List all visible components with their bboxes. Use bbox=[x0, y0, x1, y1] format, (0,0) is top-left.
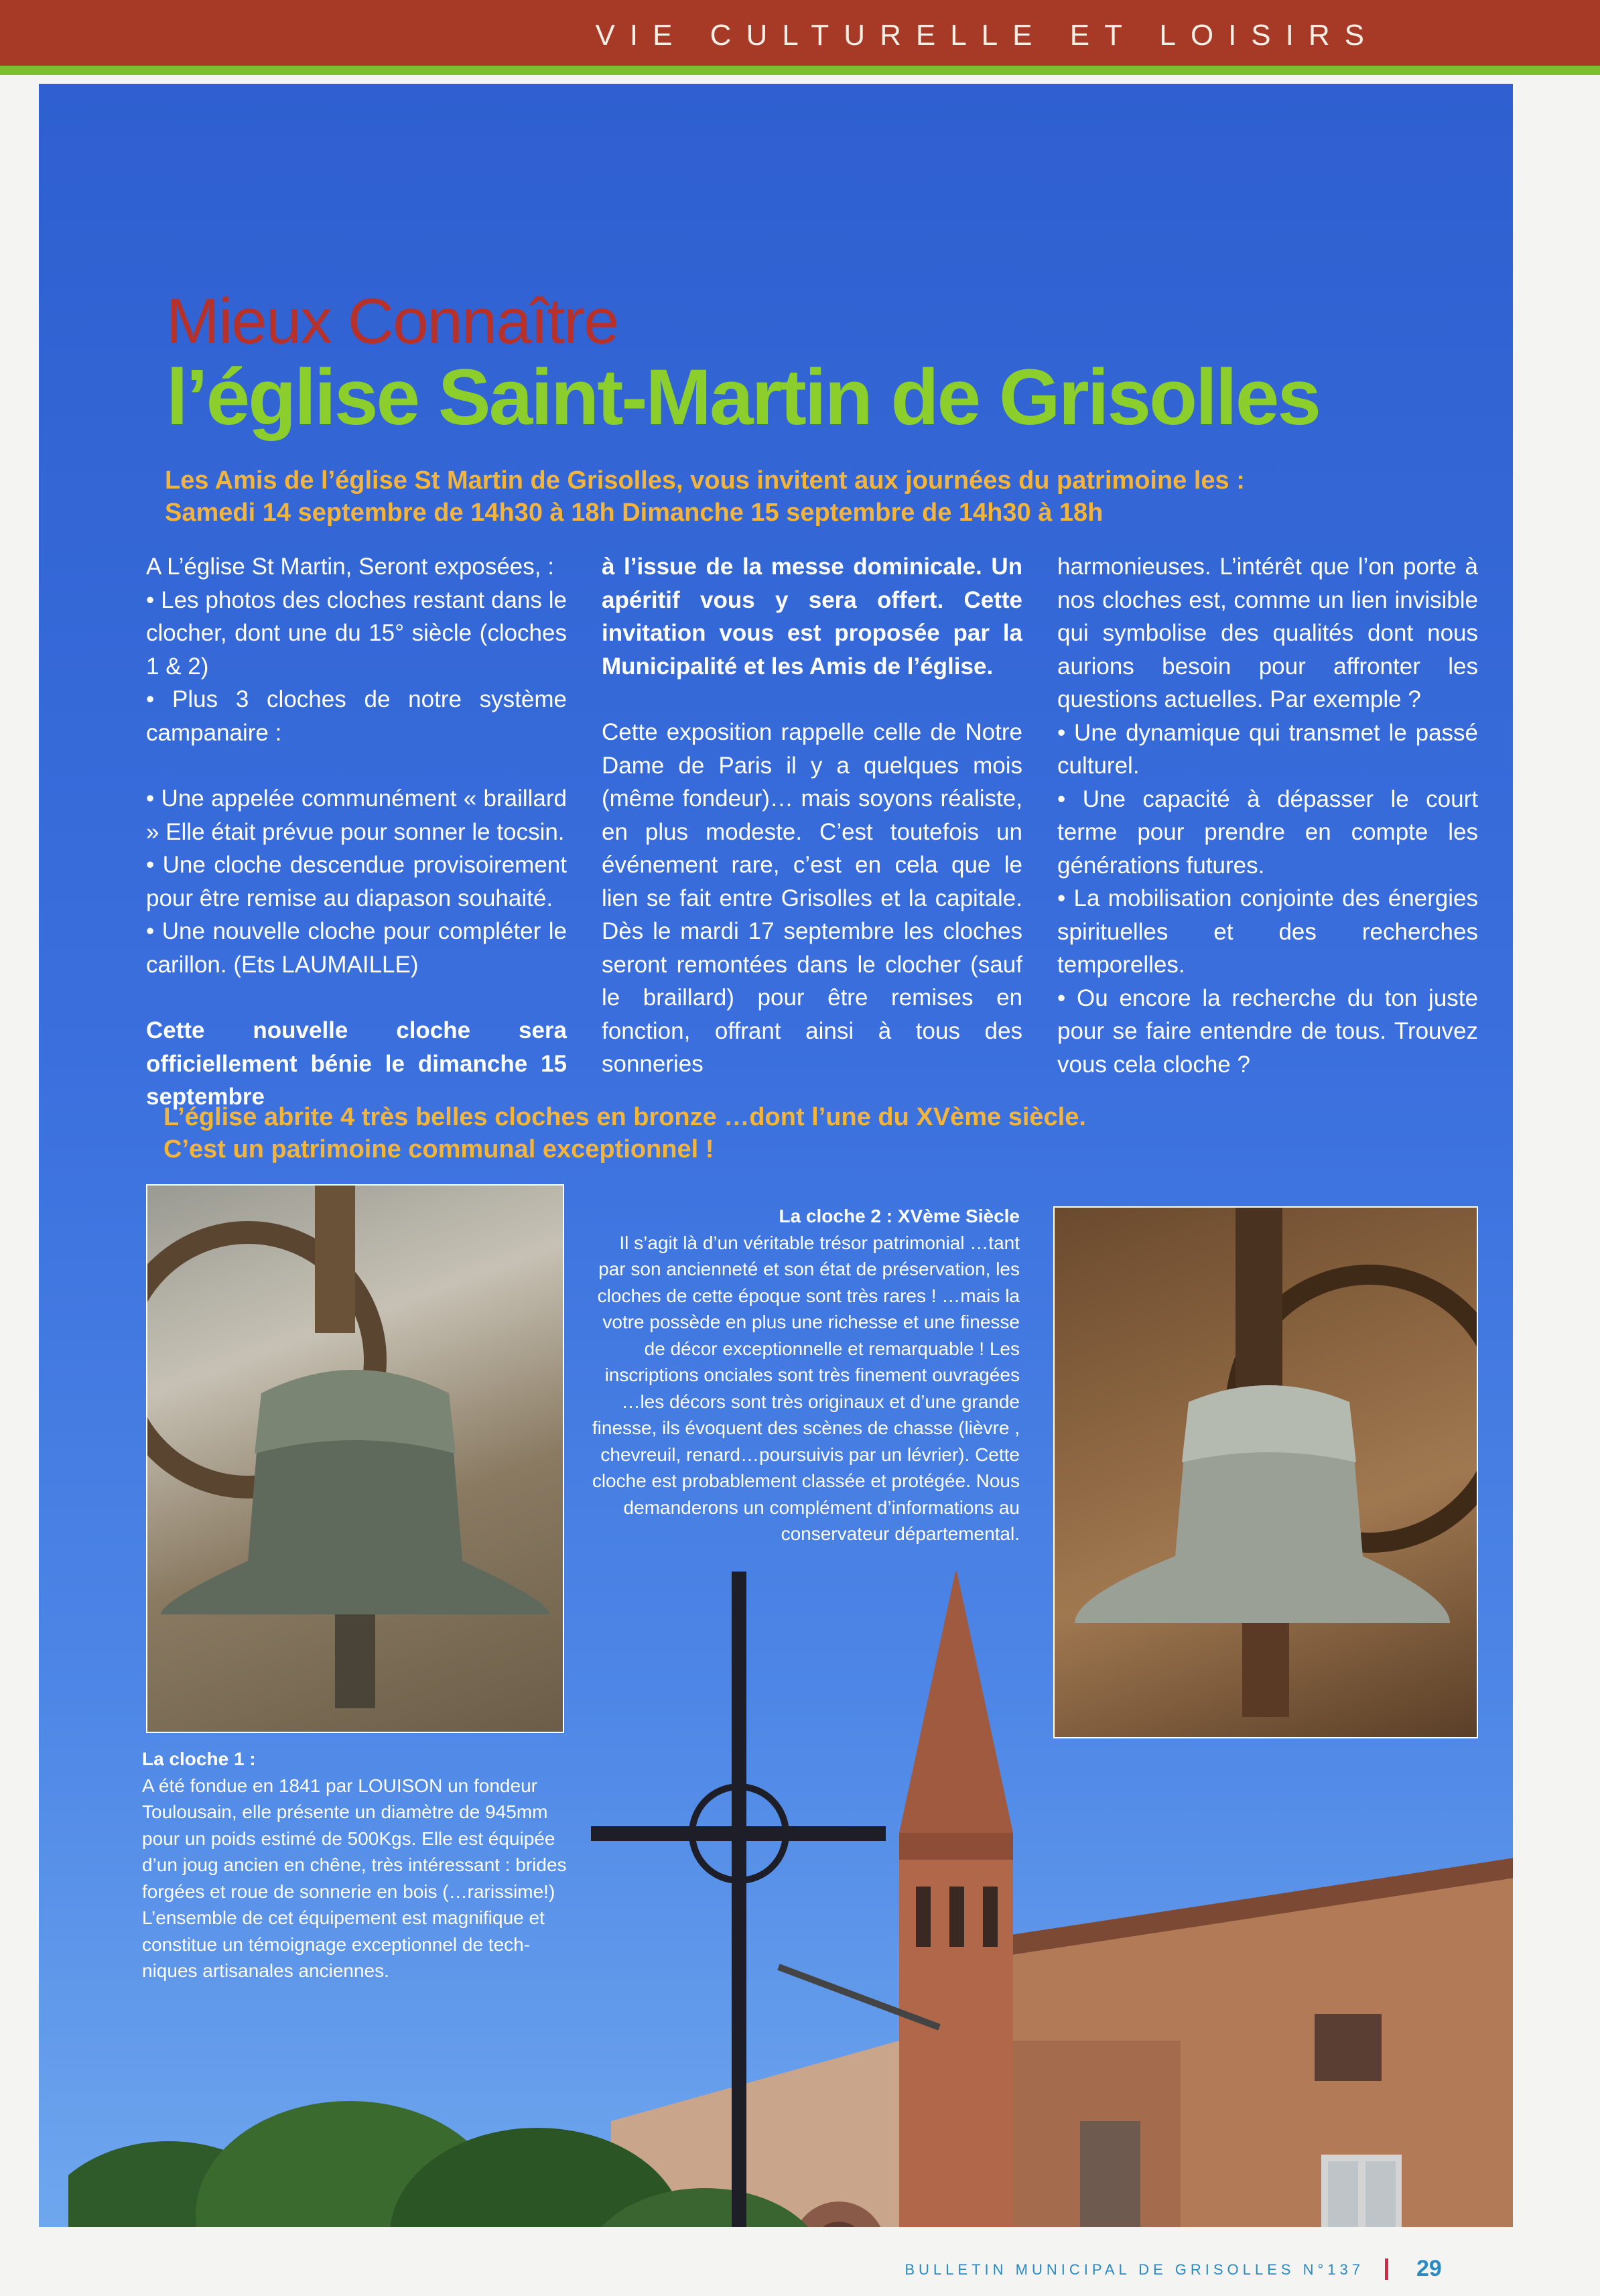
paragraph: Cette exposition rappelle celle de Notre Dame de Paris il y a quelques mois (même fondeur)… mais soyons réaliste, en plus modeste. C’est toutefois un événement rare, c’est en cela que le lien se fait entre Grisolles et la capitale. Dès le mardi 17 septembre les cloches seront remontées dans le clocher (sauf le braillard) pour être remises en fonction, offrant ainsi à tous des sonneries bbox=[602, 719, 1022, 1077]
paragraph: • Une cloche descendue provisoirement pour être remise au diapason souhaité. bbox=[146, 852, 567, 911]
publication-name: BULLETIN MUNICIPAL DE GRISOLLES N°137 bbox=[905, 2261, 1364, 2278]
caption-line: conservateur départemental. bbox=[781, 1523, 1020, 1544]
paragraph: harmonieuses. L’intérêt que l’on porte à nos cloches est, comme un lien invisible qui symbolise des qualités dont nous aurions besoin pour affronter les questions actuelles. Par exemple ? bbox=[1057, 554, 1478, 712]
paragraph: • Une dynamique qui transmet le passé culturel. bbox=[1057, 719, 1478, 779]
paragraph: • Ou encore la recherche du ton juste pour se faire entendre de tous. Trouvez vous cela cloche ? bbox=[1057, 984, 1478, 1078]
footer-separator bbox=[1385, 2258, 1388, 2280]
article-title: l’église Saint-Martin de Grisolles bbox=[166, 353, 1319, 442]
paragraph: • Une capacité à dépasser le court terme pour prendre en compte les générations futures. bbox=[1057, 785, 1478, 879]
caption-line: …les décors sont très originaux et d’une grande bbox=[621, 1391, 1020, 1412]
header-accent-stripe bbox=[0, 66, 1600, 75]
caption-line: A été fondue en 1841 par LOUISON un fondeur bbox=[142, 1775, 537, 1796]
caption-line: de décor exceptionnelle et remarquable ! Les bbox=[644, 1338, 1020, 1359]
header-bar bbox=[0, 0, 1600, 66]
caption-line: cloches de cette époque sont très rares ! …mais la bbox=[597, 1285, 1020, 1306]
article-kicker: Mieux Connaître bbox=[166, 285, 618, 357]
page-footer bbox=[0, 2237, 1600, 2296]
caption-title: La cloche 2 : XVème Siècle bbox=[779, 1206, 1020, 1226]
section-title: VIE CULTURELLE ET LOISIRS bbox=[595, 19, 1379, 52]
caption-line: demanderons un complément d’informations au bbox=[623, 1496, 1020, 1518]
caption-line: finesse, ils évoquent des scènes de chasse (lièvre , bbox=[592, 1417, 1020, 1438]
caption-line: constitue un témoignage exceptionnel de tech- bbox=[142, 1933, 531, 1955]
page-number: 29 bbox=[1416, 2256, 1442, 2281]
text-column-1 bbox=[146, 550, 567, 1114]
paragraph: • Une nouvelle cloche pour compléter le carillon. (Ets LAUMAILLE) bbox=[146, 918, 567, 978]
caption-line: cloche est probablement classée et protégée. Nous bbox=[592, 1470, 1020, 1491]
caption-line: niques artisanales anciennes. bbox=[142, 1960, 389, 1981]
paragraph: • Une appelée communément « braillard » Elle était prévue pour sonner le tocsin. bbox=[146, 785, 567, 845]
caption-line: par son ancienneté et son état de préservation, les bbox=[598, 1259, 1020, 1279]
caption-line: votre possède en plus une richesse et une finesse bbox=[602, 1312, 1020, 1332]
article-intro bbox=[165, 464, 1438, 529]
intro-line: Samedi 14 septembre de 14h30 à 18h Dimanche 15 septembre de 14h30 à 18h bbox=[165, 499, 1104, 527]
caption-title: La cloche 1 : bbox=[142, 1748, 256, 1769]
paragraph: • Plus 3 cloches de notre système campanaire : bbox=[146, 686, 567, 746]
bell-1-caption bbox=[142, 1746, 571, 1984]
paragraph-bold: à l’issue de la messe dominicale. Un apéritif vous y sera offert. Cette invitation vous est proposée par la Municipalité et les Amis de l’église. bbox=[602, 554, 1022, 680]
caption-line: pour un poids estimé de 500Kgs. Elle est équipée bbox=[142, 1828, 555, 1849]
paragraph-bold: Cette nouvelle cloche sera officiellement bénie le dimanche 15 septembre bbox=[146, 1017, 567, 1110]
text-column-2 bbox=[602, 550, 1022, 1081]
text-column-3 bbox=[1057, 550, 1478, 1081]
paragraph: • La mobilisation conjointe des énergies spirituelles et des recherches temporelles. bbox=[1057, 885, 1478, 978]
bell-2-caption bbox=[575, 1203, 1020, 1547]
callout-line: L’église abrite 4 très belles cloches en bronze …dont l’une du XVème siècle. bbox=[163, 1103, 1086, 1131]
caption-line: Il s’agit là d’un véritable trésor patrimonial …tant bbox=[619, 1232, 1020, 1253]
caption-line: forgées et roue de sonnerie en bois (…rarissime!) bbox=[142, 1880, 555, 1902]
caption-line: inscriptions onciales sont très finement ouvragées bbox=[604, 1364, 1020, 1385]
caption-line: Toulousain, elle présente un diamètre de 945mm bbox=[142, 1801, 548, 1822]
intro-line: Les Amis de l’église St Martin de Grisolles, vous invitent aux journées du patrimoine les : bbox=[165, 466, 1245, 495]
bell-1-photo bbox=[146, 1184, 564, 1733]
bells-callout bbox=[163, 1101, 1303, 1165]
article-panel bbox=[39, 84, 1513, 2227]
caption-line: L’ensemble de cet équipement est magnifique et bbox=[142, 1907, 545, 1928]
paragraph: • Les photos des cloches restant dans le clocher, dont une du 15° siècle (cloches 1 & 2) bbox=[146, 586, 567, 680]
paragraph: A L’église St Martin, Seront exposées, : bbox=[146, 554, 554, 580]
callout-line: C’est un patrimoine communal exceptionnel ! bbox=[163, 1135, 714, 1163]
caption-line: chevreuil, renard…poursuivis par un lévrier). Cette bbox=[600, 1444, 1020, 1465]
caption-line: d’un joug ancien en chêne, très intéressant : brides bbox=[142, 1854, 567, 1875]
bell-2-photo bbox=[1053, 1206, 1478, 1738]
